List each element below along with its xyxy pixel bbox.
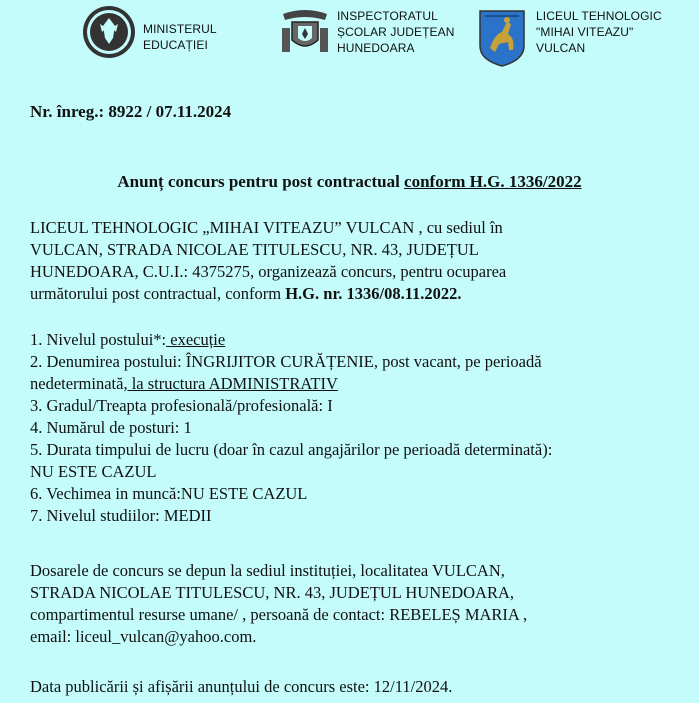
inspectorate-label: INSPECTORATUL ȘCOLAR JUDEȚEAN HUNEDOARA — [337, 9, 455, 55]
document-title — [0, 172, 699, 192]
list-item: 3. Gradul/Treapta profesională/profesională: I — [30, 396, 333, 415]
intro-paragraph — [30, 217, 680, 305]
intro-legal-reference: H.G. nr. 1336/08.11.2022. — [285, 284, 462, 303]
list-item: NU ESTE CAZUL — [30, 462, 157, 481]
position-details-list — [30, 329, 680, 527]
submission-paragraph — [30, 560, 680, 648]
list-item: 7. Nivelul studiilor: MEDII — [30, 506, 212, 525]
list-item: 4. Numărul de posturi: 1 — [30, 418, 192, 437]
intro-line: HUNEDOARA, C.U.I.: 4375275, organizează concurs, pentru ocuparea — [30, 262, 507, 281]
submission-line: STRADA NICOLAE TITULESCU, NR. 43, JUDEȚUL HUNEDOARA, — [30, 583, 514, 602]
item-label: 1. Nivelul postului*: — [30, 330, 167, 349]
ministry-label: MINISTERUL EDUCAȚIEI — [143, 22, 217, 52]
school-label: LICEUL TEHNOLOGIC "MIHAI VITEAZU" VULCAN — [536, 9, 662, 55]
letterhead — [0, 0, 699, 80]
school-crest — [477, 8, 527, 68]
item-text: nedeterminată — [30, 374, 124, 393]
intro-line: LICEUL TEHNOLOGIC „MIHAI VITEAZU” VULCAN , cu sediul în — [30, 218, 503, 237]
title-legal-reference: conform H.G. 1336/2022 — [404, 172, 582, 191]
item-value: execuție — [166, 330, 226, 349]
intro-line: VULCAN, STRADA NICOLAE TITULESCU, NR. 43, JUDEȚUL — [30, 240, 479, 259]
submission-email-line: email: liceul_vulcan@yahoo.com. — [30, 627, 257, 646]
list-item — [30, 373, 680, 395]
list-item: 5. Durata timpului de lucru (doar în cazul angajărilor pe perioadă determinată): — [30, 440, 553, 459]
submission-line: compartimentul resurse umane/ , persoană de contact: REBELEȘ MARIA , — [30, 605, 528, 624]
registration-number: Nr. înreg.: 8922 / 07.11.2024 — [30, 102, 232, 121]
publication-date: Data publicării și afișării anunțului de concurs este: 12/11/2024. — [30, 677, 453, 696]
submission-line: Dosarele de concurs se depun la sediul instituției, localitatea VULCAN, — [30, 561, 505, 580]
intro-text: următorului post contractual, conform — [30, 284, 286, 303]
list-item: 2. Denumirea postului: ÎNGRIJITOR CURĂȚENIE, post vacant, pe perioadă — [30, 352, 542, 371]
item-structure: , la structura ADMINISTRATIV — [123, 374, 338, 393]
title-text: Anunț concurs pentru post contractual — [117, 172, 405, 191]
intro-line — [30, 283, 680, 305]
romania-coat-of-arms-seal — [80, 4, 138, 60]
list-item: 6. Vechimea in muncă:NU ESTE CAZUL — [30, 484, 308, 503]
list-item — [30, 329, 680, 351]
inspectorate-crest — [280, 6, 330, 58]
